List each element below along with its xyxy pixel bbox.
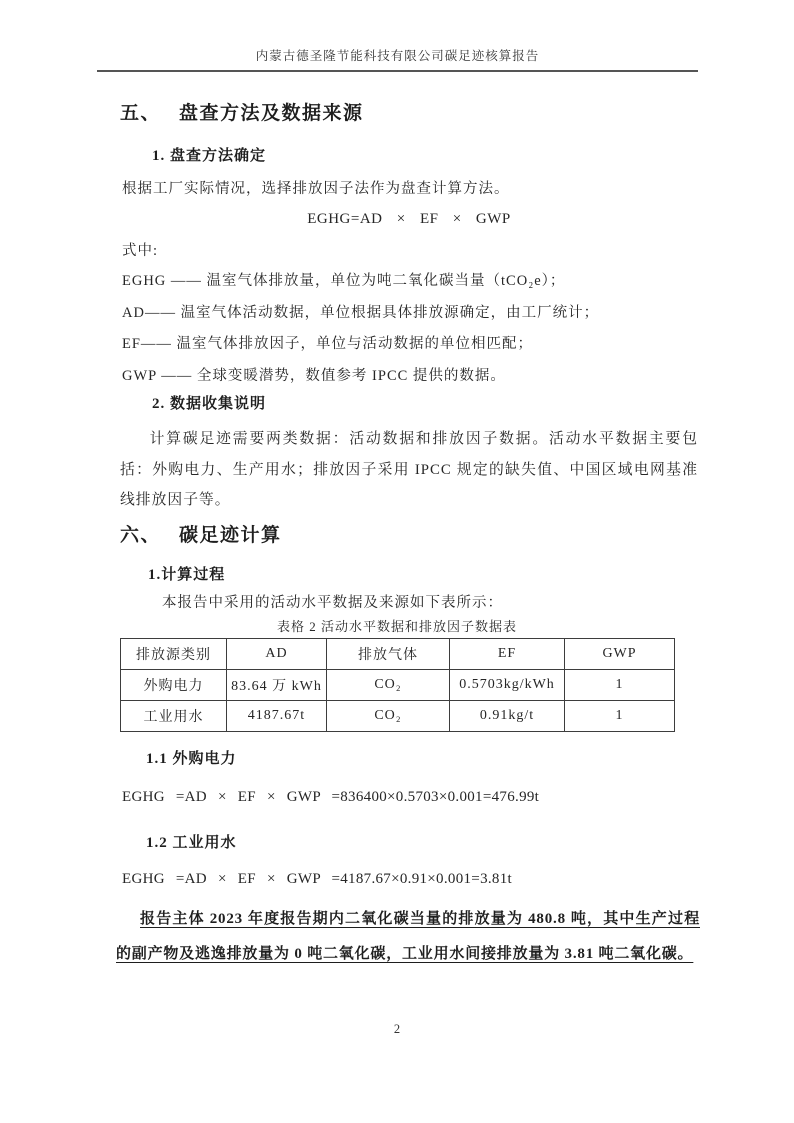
table-cell: 外购电力 [121, 669, 227, 700]
table-header-gwp: GWP [565, 638, 675, 669]
conclusion-paragraph: 报告主体 2023 年度报告期内二氧化碳当量的排放量为 480.8 吨，其中生产过程的副产物及逃逸排放量为 0 吨二氧化碳，工业用水间接排放量为 3.81 吨二氧化碳。 [116, 910, 700, 962]
table-row-electricity [121, 669, 675, 700]
electricity-formula: EGHG =AD × EF × GWP =836400×0.5703×0.001=476.99t [122, 788, 540, 805]
table-cell: 0.91kg/t [450, 700, 565, 731]
table-cell: 1 [565, 669, 675, 700]
definition-ad: AD—— 温室气体活动数据，单位根据具体排放源确定，由工厂统计； [122, 305, 600, 321]
ghg-formula: EGHG=AD × EF × GWP [307, 211, 511, 227]
activity-data-table-section [120, 618, 674, 732]
where-label: 式中: [122, 243, 159, 259]
sub-heading-calculation: 1.计算过程 [148, 566, 226, 583]
table-header-gas: 排放气体 [327, 638, 450, 669]
method-paragraph: 根据工厂实际情况，选择排放因子法作为盘查计算方法。 [122, 181, 510, 197]
definition-gwp: GWP —— 全球变暖潜势，数值参考 IPCC 提供的数据。 [122, 368, 506, 384]
table-cell: CO₂ [327, 700, 450, 731]
activity-data-table [120, 638, 675, 732]
definition-ef: EF—— 温室气体排放因子，单位与活动数据的单位相匹配； [122, 336, 534, 352]
definition-eghg: EGHG —— 温室气体排放量，单位为吨二氧化碳当量（tCO₂e）； [122, 273, 566, 289]
table-caption: 表格 2 活动水平数据和排放因子数据表 [276, 618, 517, 634]
table-intro-paragraph: 本报告中采用的活动水平数据及来源如下表所示： [162, 594, 503, 611]
table-header-row [121, 638, 675, 669]
table-cell: 83.64 万 kWh [227, 669, 327, 700]
table-cell: 1 [565, 700, 675, 731]
sub-heading-method: 1. 盘查方法确定 [152, 148, 267, 164]
table-header-source: 排放源类别 [121, 638, 227, 669]
sub-heading-electricity: 1.1 外购电力 [146, 750, 237, 767]
section6-heading [120, 522, 698, 550]
section5-title: 盘查方法及数据来源 [179, 103, 364, 124]
section5-number: 五、 [120, 103, 162, 124]
section6-number: 六、 [120, 524, 162, 546]
header-title: 内蒙古德圣隆节能科技有限公司碳足迹核算报告 [255, 49, 540, 63]
sub-heading-data-collection: 2. 数据收集说明 [152, 396, 267, 412]
table-cell: 工业用水 [121, 700, 227, 731]
table-row-water [121, 700, 675, 731]
page-footer [0, 1022, 794, 1037]
page-header [97, 48, 698, 72]
table-cell: 4187.67t [227, 700, 327, 731]
page-number: 2 [393, 1022, 401, 1036]
section5-heading [120, 100, 698, 128]
table-header-ad: AD [227, 638, 327, 669]
section6-title: 碳足迹计算 [179, 524, 282, 546]
table-cell: CO₂ [327, 669, 450, 700]
table-header-ef: EF [450, 638, 565, 669]
water-formula: EGHG =AD × EF × GWP =4187.67×0.91×0.001=3.81t [122, 870, 512, 887]
table-cell: 0.5703kg/kWh [450, 669, 565, 700]
sub-heading-water: 1.2 工业用水 [146, 834, 237, 851]
data-collection-paragraph: 计算碳足迹需要两类数据：活动数据和排放因子数据。活动水平数据主要包括：外购电力、生产用水；排放因子采用 IPCC 规定的缺失值、中国区域电网基准线排放因子等。 [120, 431, 698, 508]
document-body [116, 100, 700, 972]
